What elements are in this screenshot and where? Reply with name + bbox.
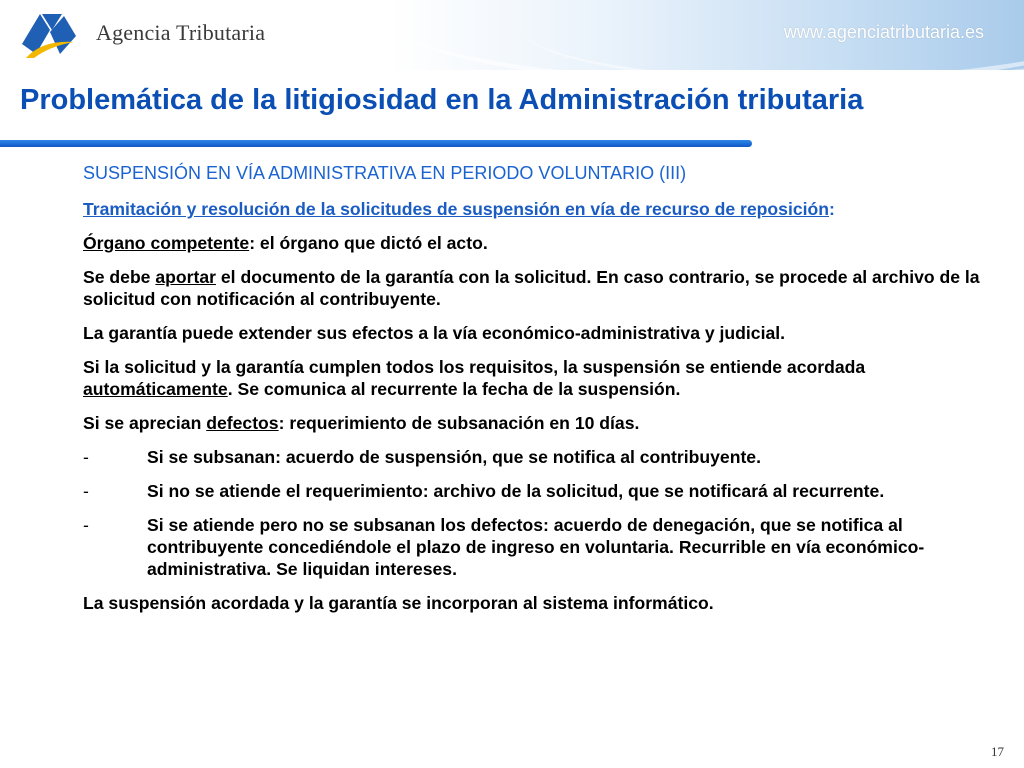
list-item xyxy=(83,514,1003,580)
bullet-text: Si se atiende pero no se subsanan los defectos: acuerdo de denegación, que se notifica al contribuyente concediéndole el plazo de ingreso en voluntaria. Recurrible en vía económico-administrativa. Se liquidan intereses. xyxy=(147,515,925,579)
header-band xyxy=(0,0,1024,70)
bullet-dash: - xyxy=(83,515,89,535)
solicitud-paragraph xyxy=(83,356,1003,400)
defectos-pre: Si se aprecian xyxy=(83,413,207,433)
tramitacion-link[interactable]: Tramitación y resolución de la solicitudes de suspensión en vía de recurso de reposición xyxy=(83,199,830,219)
agencia-tributaria-logo-icon xyxy=(20,10,78,60)
tramitacion-paragraph xyxy=(83,198,1003,220)
organo-label: Órgano competente xyxy=(83,233,250,253)
tramitacion-colon: : xyxy=(829,199,835,219)
page-title: Problemática de la litigiosidad en la Administración tributaria xyxy=(20,84,864,116)
bullet-dash: - xyxy=(83,447,89,467)
bullet-text: Si no se atiende el requerimiento: archivo de la solicitud, que se notificará al recurrente. xyxy=(147,481,885,501)
final-paragraph: La suspensión acordada y la garantía se incorporan al sistema informático. xyxy=(83,593,714,613)
defectos-paragraph xyxy=(83,412,1003,434)
page-number: 17 xyxy=(991,744,1004,759)
section-subtitle: SUSPENSIÓN EN VÍA ADMINISTRATIVA EN PERIODO VOLUNTARIO (III) xyxy=(83,163,687,183)
website-url[interactable]: www.agenciatributaria.es xyxy=(783,22,984,42)
organo-text: : el órgano que dictó el acto. xyxy=(249,233,488,253)
list-item xyxy=(83,446,1003,468)
solicitud-word: automáticamente xyxy=(83,379,228,399)
solicitud-post: . Se comunica al recurrente la fecha de la suspensión. xyxy=(227,379,681,399)
bullet-text: Si se subsanan: acuerdo de suspensión, que se notifica al contribuyente. xyxy=(147,447,761,467)
aportar-word: aportar xyxy=(155,267,216,287)
slide-content xyxy=(83,162,1003,626)
defectos-word: defectos xyxy=(206,413,279,433)
brand-name: Agencia Tributaria xyxy=(96,20,266,45)
title-underline-bar xyxy=(0,140,752,147)
list-item xyxy=(83,480,1003,502)
garantia-paragraph: La garantía puede extender sus efectos a la vía económico-administrativa y judicial. xyxy=(83,323,786,343)
aportar-post: el documento de la garantía con la solicitud. En caso contrario, se procede al archivo de la solicitud con notificación al contribuyente. xyxy=(83,267,980,309)
bullet-dash: - xyxy=(83,481,89,501)
aportar-paragraph xyxy=(83,266,1003,310)
solicitud-pre: Si la solicitud y la garantía cumplen todos los requisitos, la suspensión se entiende acordada xyxy=(83,357,866,377)
defectos-post: : requerimiento de subsanación en 10 días. xyxy=(278,413,640,433)
aportar-pre: Se debe xyxy=(83,267,156,287)
organo-paragraph xyxy=(83,232,1003,254)
